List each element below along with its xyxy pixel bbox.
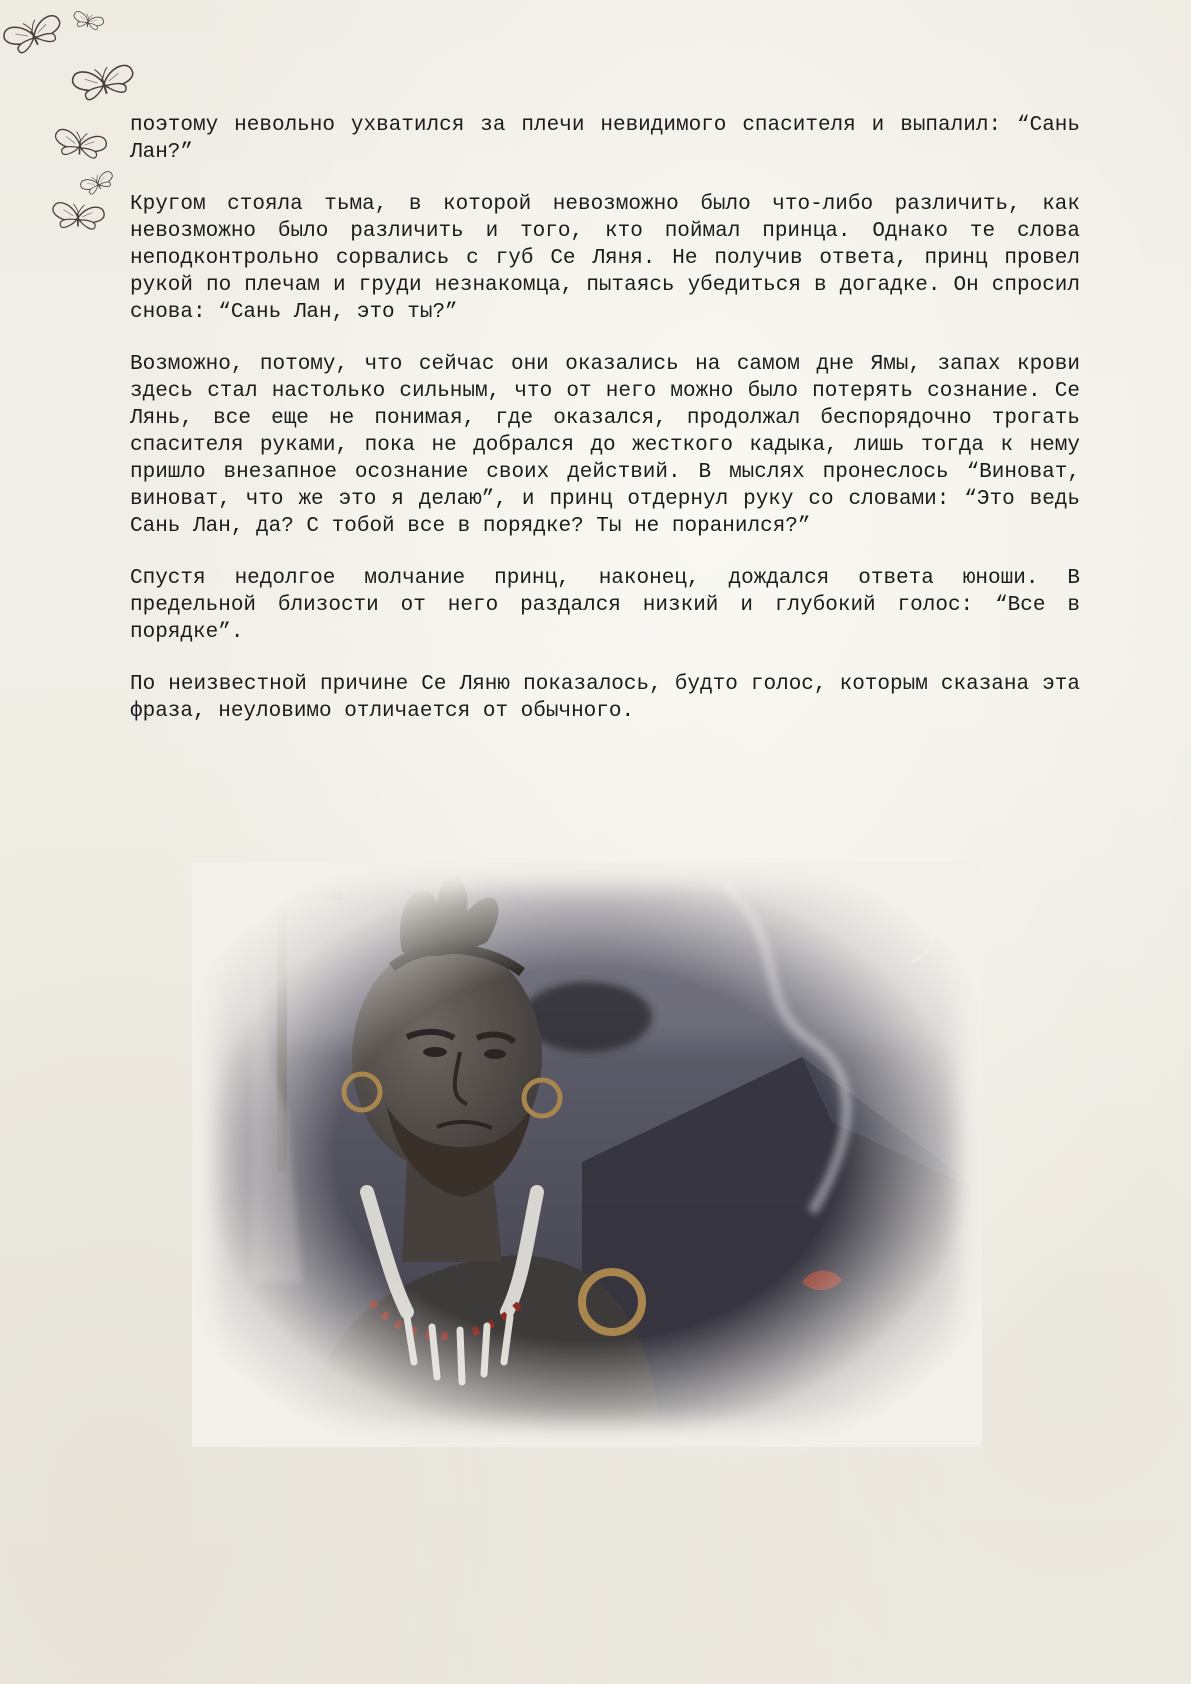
paragraph-4: Спустя недолгое молчание принц, наконец, дождался ответа юноши. В предельной близости от него раздался низкий и глубокий голос: “Все в порядке”. (130, 567, 1080, 644)
butterfly-icon (79, 170, 116, 197)
butterfly-icon (51, 202, 105, 232)
illustration-art (192, 862, 982, 1447)
illustration (192, 862, 982, 1447)
butterfly-icon (72, 11, 105, 32)
butterfly-decoration (0, 0, 140, 250)
butterfly-icon (2, 13, 65, 57)
paragraph-1: поэтому невольно ухватился за плечи невидимого спасителя и выпалил: “Сань Лан?” (130, 114, 1080, 164)
paragraph-3: Возможно, потому, что сейчас они оказались на самом дне Ямы, запах крови здесь стал настолько сильным, что от него можно было потерять сознание. Се Лянь, все еще не понимая, где оказался, продолжал беспорядочно трогать спасителя руками, пока не добрался до жесткого кадыка, лишь тогда к нему пришло внезапное осознание своих действий. В мыслях пронеслось “Виноват, виноват, что же это я делаю”, и принц отдернул руку со словами: “Это ведь Сань Лан, да? С тобой все в порядке? Ты не поранился?” (130, 353, 1080, 538)
butterfly-icon (53, 128, 108, 161)
paragraph-5: По неизвестной причине Се Ляню показалось, будто голос, которым сказана эта фраза, неуловимо отличается от обычного. (130, 673, 1080, 723)
body-text (130, 112, 1080, 750)
paragraph-2: Кругом стояла тьма, в которой невозможно было что-либо различить, как невозможно было различить и того, кто поймал принца. Однако те слова неподконтрольно сорвались с губ Се Ляня. Не получив ответа, принц провел рукой по плечам и груди незнакомца, пытаясь убедиться в догадке. Он спросил снова: “Сань Лан, это ты?” (130, 193, 1080, 324)
butterfly-icon (71, 63, 136, 102)
